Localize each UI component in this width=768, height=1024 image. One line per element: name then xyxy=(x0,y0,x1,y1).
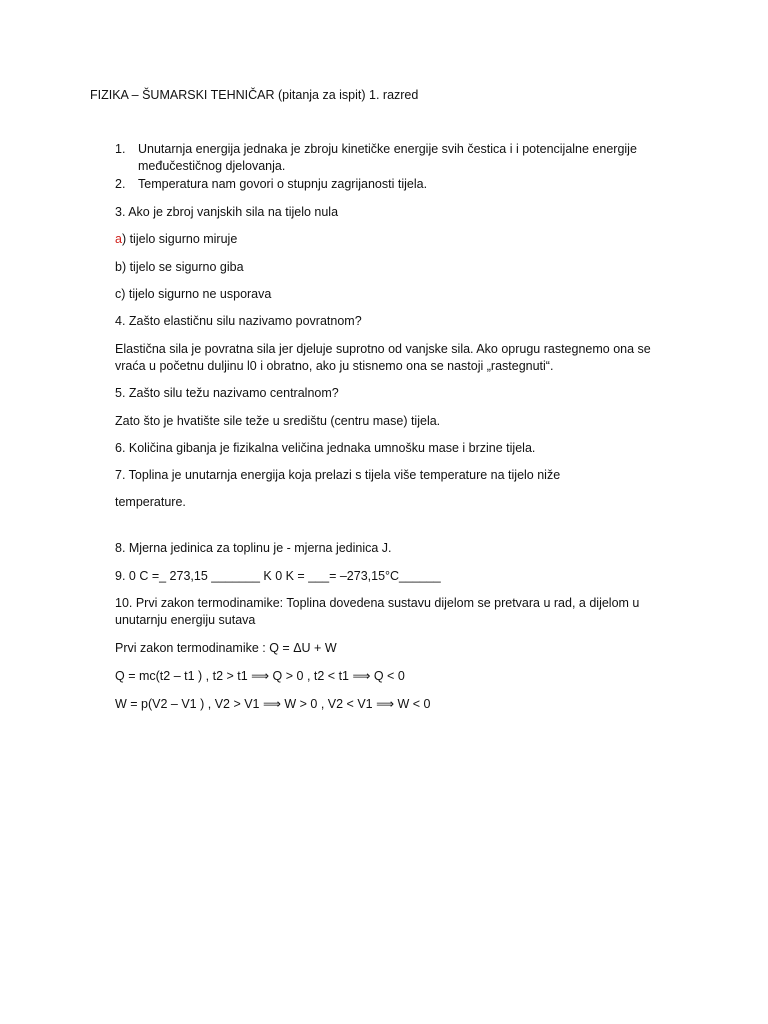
q7-line-2: temperature. xyxy=(115,495,186,509)
q8-statement: 8. Mjerna jedinica za toplinu je - mjerna jedinica J. xyxy=(115,541,392,555)
document-title: FIZIKA – ŠUMARSKI TEHNIČAR (pitanja za ispit) 1. razred xyxy=(90,88,419,102)
q5-answer: Zato što je hvatište sile teže u središtu (centru mase) tijela. xyxy=(115,414,441,428)
heat-formula: Q = mc(t2 – t1 ) , t2 > t1 ⟹ Q > 0 , t2 < t1 ⟹ Q < 0 xyxy=(115,669,405,683)
q6-statement: 6. Količina gibanja je fizikalna veličina jednaka umnošku mase i brzine tijela. xyxy=(115,441,536,455)
q3-option-b: b) tijelo se sigurno giba xyxy=(115,260,244,274)
q2-text: Temperatura nam govori o stupnju zagrijanosti tijela. xyxy=(138,177,428,191)
q3-option-a-text: ) tijelo sigurno miruje xyxy=(121,232,238,246)
q1-number: 1. xyxy=(115,142,126,156)
q3-option-a xyxy=(115,231,237,247)
q10-line-2: unutarnju energiju sutava xyxy=(115,613,256,627)
q3-option-c: c) tijelo sigurno ne usporava xyxy=(115,287,272,301)
q4-question: 4. Zašto elastičnu silu nazivamo povratnom? xyxy=(115,314,362,328)
q3-option-a-letter: a xyxy=(115,232,122,246)
first-law-formula: Prvi zakon termodinamike : Q = ΔU + W xyxy=(115,641,337,655)
q10-line-1: 10. Prvi zakon termodinamike: Toplina dovedena sustavu dijelom se pretvara u rad, a dijelom u xyxy=(115,596,640,610)
q4-answer-line-2: vraća u početnu duljinu l0 i obratno, ako ju stisnemo ona se nastoji „rastegnuti“. xyxy=(115,359,554,373)
q5-question: 5. Zašto silu težu nazivamo centralnom? xyxy=(115,386,339,400)
q3-question: 3. Ako je zbroj vanjskih sila na tijelo nula xyxy=(115,205,339,219)
q1-line-1: Unutarnja energija jednaka je zbroju kinetičke energije svih čestica i i potencijalne energije xyxy=(138,142,637,156)
q7-line-1: 7. Toplina je unutarnja energija koja prelazi s tijela više temperature na tijelo niže xyxy=(115,468,561,482)
q1-line-2: međučestičnog djelovanja. xyxy=(138,159,286,173)
q4-answer-line-1: Elastična sila je povratna sila jer djeluje suprotno od vanjske sila. Ako oprugu rastegnemo ona se xyxy=(115,342,651,356)
q9-conversion: 9. 0 C =_ 273,15 _______ K 0 K = ___= –273,15°C______ xyxy=(115,569,441,583)
q2-number: 2. xyxy=(115,177,126,191)
work-formula: W = p(V2 – V1 ) , V2 > V1 ⟹ W > 0 , V2 < V1 ⟹ W < 0 xyxy=(115,697,431,711)
